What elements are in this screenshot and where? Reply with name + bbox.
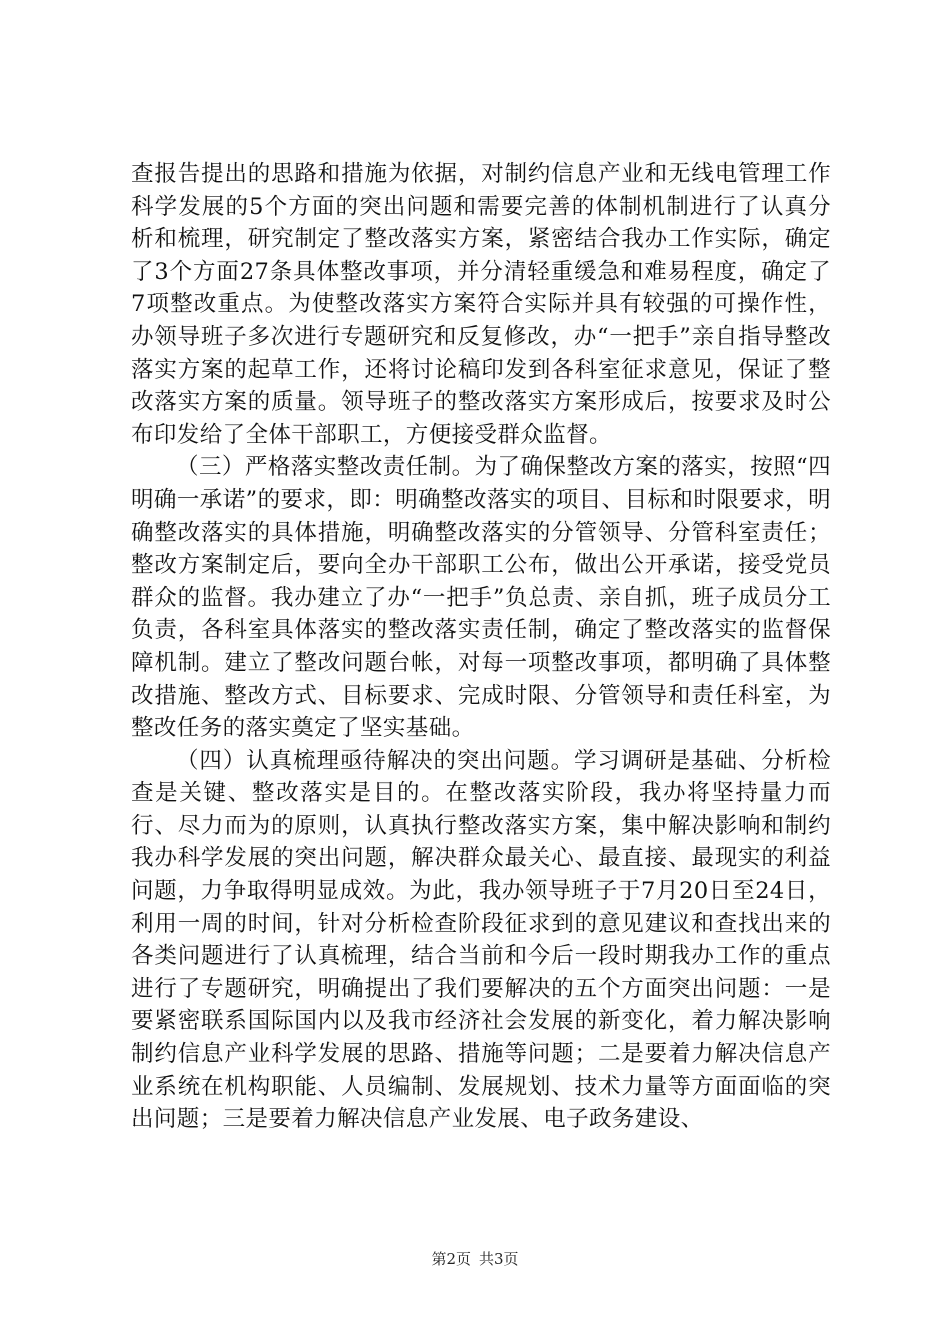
document-body <box>131 158 831 1136</box>
page-total: 共3页 <box>479 1250 519 1268</box>
paragraph-section-3: （三）严格落实整改责任制。为了确保整改方案的落实，按照“四明确一承诺”的要求，即：明确整改落实的项目、目标和时限要求，明确整改落实的具体措施，明确整改落实的分管领导、分管科室责任；整改方案制定后，要向全办干部职工公布，做出公开承诺，接受党员群众的监督。我办建立了办“一把手”负总责、亲自抓，班子成员分工负责，各科室具体落实的整改落实责任制，确定了整改落实的监督保障机制。建立了整改问题台帐，对每一项整改事项，都明确了具体整改措施、整改方式、目标要求、完成时限、分管领导和责任科室，为整改任务的落实奠定了坚实基础。 <box>131 454 831 742</box>
paragraph-section-4: （四）认真梳理亟待解决的突出问题。学习调研是基础、分析检查是关键、整改落实是目的。在整改落实阶段，我办将坚持量力而行、尽力而为的原则，认真执行整改落实方案，集中解决影响和制约我办科学发展的突出问题，解决群众最关心、最直接、最现实的利益问题，力争取得明显成效。为此，我办领导班子于7月20日至24日，利用一周的时间，针对分析检查阶段征求到的意见建议和查找出来的各类问题进行了认真梳理，结合当前和今后一段时期我办工作的重点进行了专题研究，明确提出了我们要解决的五个方面突出问题：一是要紧密联系国际国内以及我市经济社会发展的新变化，着力解决影响制约信息产业科学发展的思路、措施等问题；二是要着力解决信息产业系统在机构职能、人员编制、发展规划、技术力量等方面面临的突出问题；三是要着力解决信息产业发展、电子政务建设、 <box>131 747 831 1133</box>
paragraph-continuation: 查报告提出的思路和措施为依据，对制约信息产业和无线电管理工作科学发展的5个方面的突出问题和需要完善的体制机制进行了认真分析和梳理，研究制定了整改落实方案，紧密结合我办工作实际，确定了3个方面27条具体整改事项，并分清轻重缓急和难易程度，确定了7项整改重点。为使整改落实方案符合实际并具有较强的可操作性，办领导班子多次进行专题研究和反复修改，办“一把手”亲自指导整改落实方案的起草工作，还将讨论稿印发到各科室征求意见，保证了整改落实方案的质量。领导班子的整改落实方案形成后，按要求及时公布印发给了全体干部职工，方便接受群众监督。 <box>131 161 831 448</box>
page-footer <box>0 1249 950 1269</box>
page-number: 第2页 <box>431 1250 471 1268</box>
